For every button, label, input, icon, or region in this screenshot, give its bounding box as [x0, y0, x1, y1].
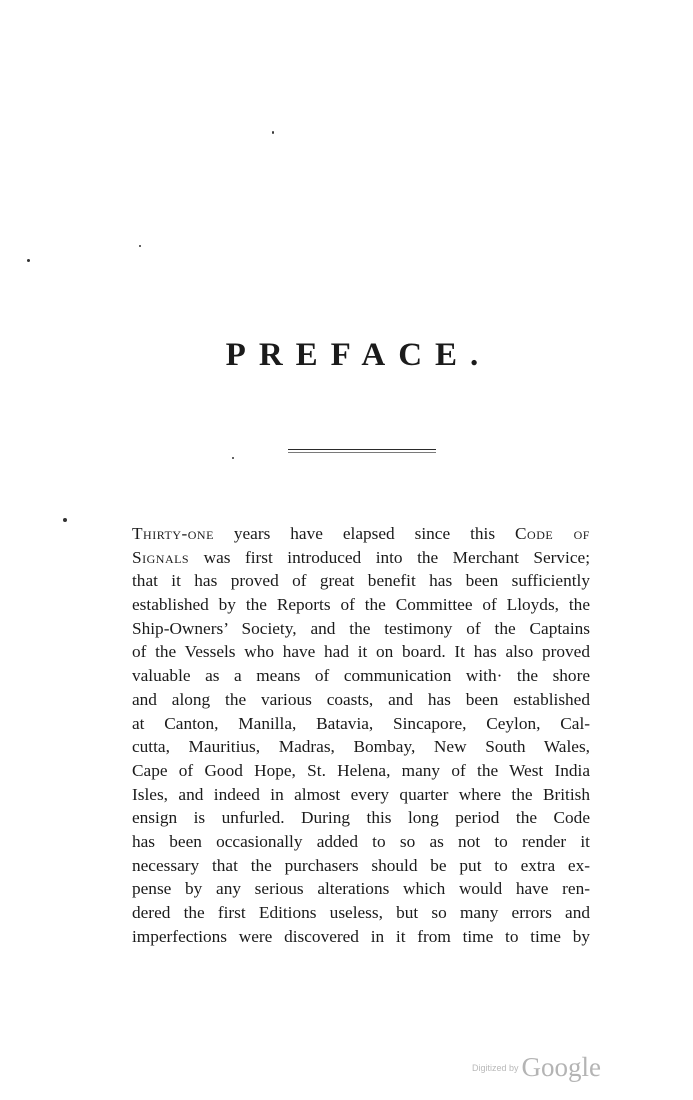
text-line — [132, 640, 590, 664]
line-text: Isles, and indeed in almost every quarter where the British — [132, 784, 590, 804]
line-text: valuable as a means of communication with· the shore — [132, 666, 590, 686]
small-caps-phrase: Code of — [515, 524, 590, 543]
text-line-content — [132, 783, 590, 807]
scan-speck — [63, 518, 67, 522]
digitized-watermark — [472, 1052, 601, 1083]
line-text: ensign is unfurled. During this long period the Code — [132, 808, 590, 828]
text-line-content — [132, 522, 590, 546]
small-caps-lead: Signals — [132, 547, 190, 567]
preface-body — [132, 522, 590, 948]
text-line — [132, 617, 590, 641]
text-line-content — [132, 806, 590, 830]
line-text: was first introduced into the Merchant Service; — [189, 547, 590, 567]
text-line — [132, 593, 590, 617]
text-line-content — [132, 546, 590, 570]
text-line-content — [132, 877, 590, 901]
text-line — [132, 712, 590, 736]
scan-speck — [139, 245, 141, 247]
text-line — [132, 830, 590, 854]
scan-speck — [27, 259, 30, 262]
line-text: of the Vessels who have had it on board. It has also proved — [132, 642, 590, 662]
small-caps-lead: Thirty-one — [132, 524, 214, 543]
text-line — [132, 877, 590, 901]
line-text: cutta, Mauritius, Madras, Bombay, New South Wales, — [132, 737, 590, 757]
line-text: years have elapsed since this — [213, 524, 515, 543]
line-text: Cape of Good Hope, St. Helena, many of the West India — [132, 760, 590, 780]
line-text: has been occasionally added to so as not to render it — [132, 831, 590, 851]
line-text: Ship-Owners’ Society, and the testimony of the Captains — [132, 618, 590, 638]
text-line-content — [132, 617, 590, 641]
text-line-content — [132, 735, 590, 759]
line-text: that it has proved of great benefit has been sufficiently — [132, 571, 590, 591]
title-divider — [288, 449, 436, 450]
line-text: imperfections were discovered in it from time to time by — [132, 926, 590, 946]
text-line — [132, 735, 590, 759]
text-line-content — [132, 712, 590, 736]
text-line — [132, 901, 590, 925]
google-logo: Google — [521, 1052, 602, 1082]
text-line-content — [132, 830, 590, 854]
line-text: and along the various coasts, and has been established — [132, 689, 590, 709]
line-text: necessary that the purchasers should be put to extra ex- — [132, 855, 590, 875]
text-line — [132, 854, 590, 878]
text-line — [132, 664, 590, 688]
page-title: PREFACE. — [225, 337, 492, 373]
text-line-content — [132, 664, 590, 688]
text-line-content — [132, 569, 590, 593]
line-text: pense by any serious alterations which would have ren- — [132, 879, 590, 899]
text-line-content — [132, 640, 590, 664]
text-line-content — [132, 593, 590, 617]
text-line — [132, 546, 590, 570]
line-text: dered the first Editions useless, but so many errors and — [132, 903, 590, 922]
text-line — [132, 806, 590, 830]
text-line — [132, 925, 590, 949]
line-text: at Canton, Manilla, Batavia, Sincapore, Ceylon, Cal- — [132, 713, 590, 733]
text-line — [132, 783, 590, 807]
text-line — [132, 759, 590, 783]
line-text: established by the Reports of the Committee of Lloyds, the — [132, 595, 590, 615]
text-line — [132, 569, 590, 593]
watermark-prefix: Digitized by — [472, 1062, 519, 1073]
text-line-content — [132, 901, 590, 925]
text-line-content — [132, 759, 590, 783]
text-line — [132, 522, 590, 546]
text-line-content — [132, 854, 590, 878]
text-line-content — [132, 925, 590, 949]
text-line — [132, 688, 590, 712]
scan-speck — [232, 457, 234, 459]
text-line-content — [132, 688, 590, 712]
scan-speck — [272, 131, 274, 134]
